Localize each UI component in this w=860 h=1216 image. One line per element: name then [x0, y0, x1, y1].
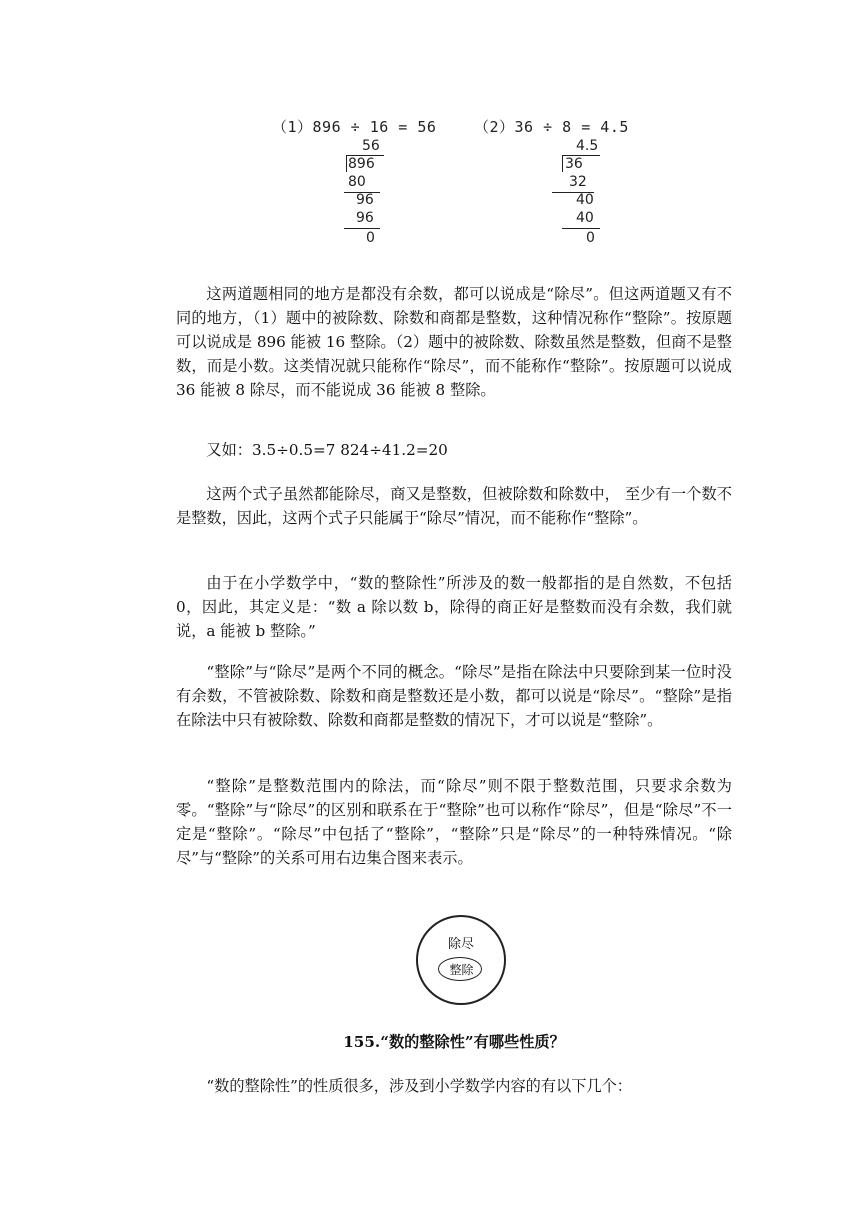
partial-product: 40: [576, 210, 594, 226]
quotient: 56: [362, 138, 380, 154]
section-heading: 155.“数的整除性”有哪些性质？: [343, 1033, 565, 1051]
remainder: 0: [586, 230, 595, 246]
paragraph-1: 这两道题相同的地方是都没有余数，都可以说成是“除尽”。但这两道题又有不同的地方，（1）题中的被除数、除数和商都是整数，这种情况称作“整除”。按原题可以说成是 896 能被 16 整除。（2）题中的被除数、除数虽然是整数，但商不是整数，而是小数。这类情况就只能称作“除尽”，而不能称作“整除”。按原题可以说成 36 能被 8 除尽，而不能说成 36 能被 8 整除。: [176, 285, 732, 399]
venn-diagram: [416, 915, 506, 1005]
partial-product: 80: [348, 174, 366, 190]
venn-inner-ellipse: [438, 957, 482, 981]
remainder: 0: [366, 230, 375, 246]
venn-inner-label: 整除: [449, 963, 474, 977]
paragraph-example: 又如：3.5÷0.5=7 824÷41.2=20: [206, 441, 448, 459]
division-figure: [270, 110, 690, 260]
long-division-2: [556, 138, 626, 258]
paragraph-3: 由于在小学数学中，“数的整除性”所涉及的数一般都指的是自然数，不包括 0，因此，其定义是：“数 a 除以数 b，除得的商正好是整数而没有余数，我们就说，a 能被 b 整除。”: [176, 574, 732, 640]
dividend: 36: [565, 156, 583, 172]
equation-1: （1）896 ÷ 16 = 56: [272, 118, 437, 136]
equation-2: （2）36 ÷ 8 = 4.5: [474, 118, 629, 136]
quotient: 4.5: [576, 138, 599, 154]
venn-outer-label: 除尽: [447, 937, 474, 952]
partial-dividend: 40: [576, 192, 594, 208]
paragraph-4: “整除”与“除尽”是两个不同的概念。“除尽”是指在除法中只要除到某一位时没有余数，不管被除数、除数和商是整数还是小数，都可以说是“除尽”。“整除”是指在除法中只有被除数、除数和商都是整数的情况下，才可以说是“整除”。: [176, 663, 732, 729]
partial-dividend: 96: [356, 192, 374, 208]
paragraph-2: 这两个式子虽然都能除尽，商又是整数，但被除数和除数中， 至少有一个数不是整数，因此，这两个式子只能属于“除尽”情况，而不能称作“整除”。: [176, 485, 732, 527]
long-division-1: [340, 138, 410, 258]
paragraph-final: “数的整除性”的性质很多，涉及到小学数学内容的有以下几个：: [206, 1077, 632, 1095]
dividend: 896: [348, 156, 375, 172]
partial-product: 32: [569, 174, 587, 190]
partial-product: 96: [356, 210, 374, 226]
paragraph-5: “整除”是整数范围内的除法，而“除尽”则不限于整数范围，只要求余数为零。“整除”与“除尽”的区别和联系在于“整除”也可以称作“除尽”，但是“除尽”不一定是“整除”。“除尽”中包括了“整除”，“整除”只是“除尽”的一种特殊情况。“除尽”与“整除”的关系可用右边集合图来表示。: [176, 777, 732, 867]
